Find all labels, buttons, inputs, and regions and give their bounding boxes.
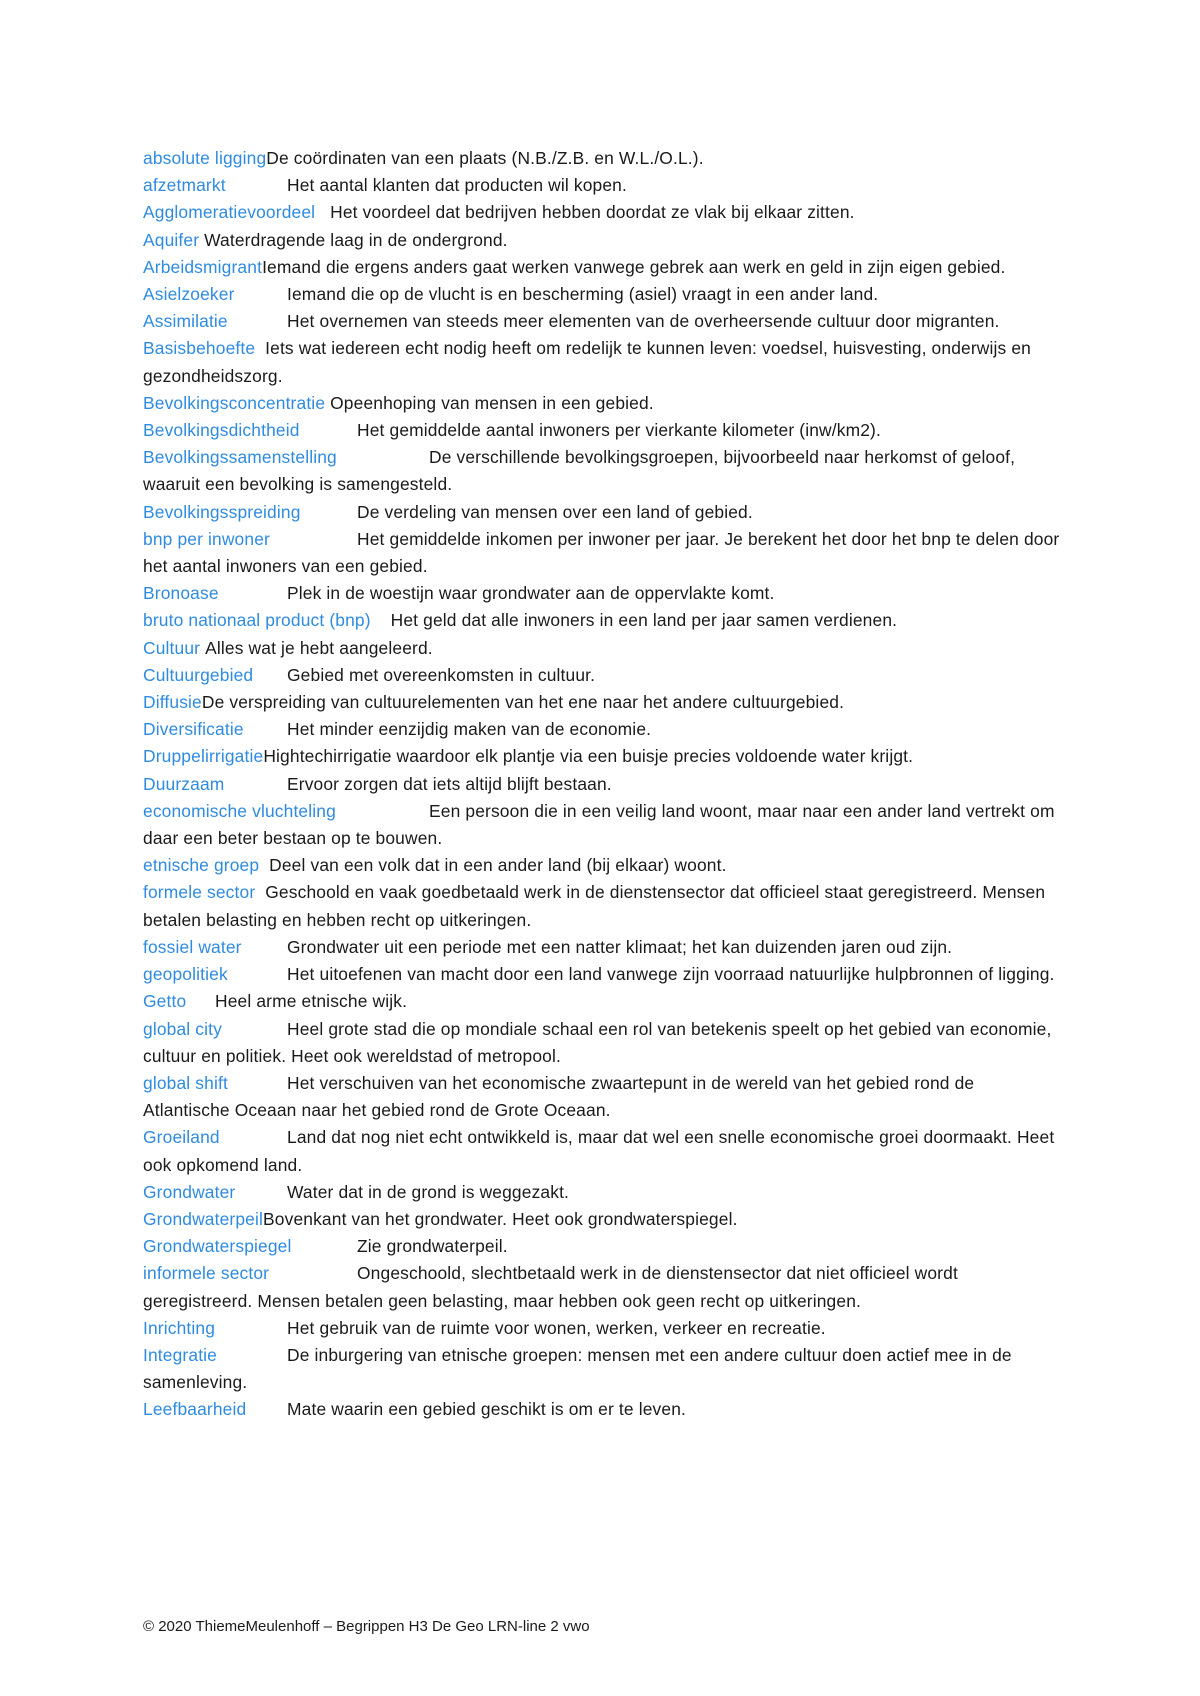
glossary-term: Integratie	[143, 1344, 218, 1365]
glossary-entry	[143, 689, 1063, 716]
glossary-definition: Het uitoefenen van macht door een land vanwege zijn voorraad natuurlijke hulpbronnen of ligging.	[287, 964, 1055, 985]
glossary-definition: Alles wat je hebt aangeleerd.	[205, 637, 433, 658]
glossary-definition: De inburgering van etnische groepen: mensen met een andere cultuur doen actief mee in de samenleving.	[143, 1344, 1012, 1393]
glossary-term: Basisbehoefte	[143, 338, 256, 359]
glossary-definition: Mate waarin een gebied geschikt is om er te leven.	[287, 1399, 687, 1420]
glossary-term: Agglomeratievoordeel	[143, 202, 316, 223]
glossary-term: global shift	[143, 1072, 228, 1093]
glossary-term: Druppelirrigatie	[143, 746, 264, 767]
glossary-term: Grondwater	[143, 1181, 236, 1202]
glossary-entry	[143, 635, 1063, 662]
glossary-definition: Geschoold en vaak goedbetaald werk in de dienstensector dat officieel staat geregistreerd. Mensen betalen belasting en hebben recht op uitkeringen.	[143, 882, 1046, 930]
glossary-definition: Heel grote stad die op mondiale schaal een rol van betekenis speelt op het gebied van economie, cultuur en politiek. Heet ook wereldstad of metropool.	[143, 1018, 1052, 1066]
glossary-term: absolute ligging	[143, 148, 267, 168]
glossary-term: Cultuurgebied	[143, 664, 254, 685]
glossary-entry	[143, 417, 1063, 444]
glossary-term: global city	[143, 1018, 222, 1039]
glossary-entry	[143, 172, 1063, 199]
glossary-entry	[143, 1260, 1063, 1314]
glossary-definition: Ervoor zorgen dat iets altijd blijft bestaan.	[287, 773, 612, 794]
glossary-definition: De verschillende bevolkingsgroepen, bijvoorbeeld naar herkomst of geloof, waaruit een bevolking is samengesteld.	[143, 447, 1016, 495]
glossary-entry	[143, 1016, 1063, 1070]
glossary-entry	[143, 1179, 1063, 1206]
glossary-term: geopolitiek	[143, 964, 228, 985]
glossary-definition: Waterdragende laag in de ondergrond.	[204, 229, 508, 250]
glossary-definition: De verspreiding van cultuurelementen van het ene naar het andere cultuurgebied.	[201, 692, 845, 713]
glossary-definition: Het gebruik van de ruimte voor wonen, werken, verkeer en recreatie.	[287, 1317, 826, 1338]
glossary-definition: Het geld dat alle inwoners in een land per jaar samen verdienen.	[390, 610, 898, 631]
glossary-term: bnp per inwoner	[143, 528, 270, 549]
glossary-entry	[143, 227, 1063, 254]
glossary-entry	[143, 580, 1063, 607]
glossary-term: Asielzoeker	[143, 284, 235, 305]
glossary-term: afzetmarkt	[143, 175, 226, 196]
glossary-term: Bevolkingsconcentratie	[143, 392, 326, 413]
glossary-definition: Het verschuiven van het economische zwaartepunt in de wereld van het gebied rond de Atlantische Oceaan naar het gebied rond de Grote Oceaan.	[143, 1072, 975, 1121]
glossary-term: fossiel water	[143, 936, 242, 957]
glossary-entry	[143, 879, 1063, 933]
glossary-entry	[143, 988, 1063, 1015]
glossary-term: Aquifer	[143, 229, 200, 250]
glossary-entry	[143, 1315, 1063, 1342]
glossary-term: Bronoase	[143, 583, 219, 604]
glossary-term: Leefbaarheid	[143, 1399, 247, 1420]
glossary-entry	[143, 743, 1063, 770]
glossary-term: Getto	[143, 991, 187, 1012]
glossary-definition: Gebied met overeenkomsten in cultuur.	[287, 664, 596, 685]
glossary-definition: Het overnemen van steeds meer elementen van de overheersende cultuur door migranten.	[287, 311, 1000, 332]
glossary-entry	[143, 1233, 1063, 1260]
glossary-term: etnische groep	[143, 855, 260, 876]
glossary-entry	[143, 934, 1063, 961]
glossary-definition: Ongeschoold, slechtbetaald werk in de dienstensector dat niet officieel wordt geregistreerd. Mensen betalen geen belasting, maar hebben ook geen recht op uitkeringen.	[143, 1263, 958, 1311]
glossary-entry	[143, 716, 1063, 743]
glossary-term: Bevolkingssamenstelling	[143, 447, 337, 468]
glossary-definition: Het gemiddelde inkomen per inwoner per jaar. Je berekent het door het bnp te delen door het aantal inwoners van een gebied.	[143, 528, 1060, 577]
glossary-definition: Iemand die ergens anders gaat werken vanwege gebrek aan werk en geld in zijn eigen gebied.	[262, 256, 1006, 277]
glossary-term: Assimilatie	[143, 311, 228, 332]
glossary-entry	[143, 961, 1063, 988]
glossary-entry	[143, 390, 1063, 417]
glossary-entry	[143, 199, 1063, 226]
glossary-definition: Zie grondwaterpeil.	[357, 1236, 508, 1257]
glossary-term: Grondwaterspiegel	[143, 1236, 292, 1257]
glossary-definition: Plek in de woestijn waar grondwater aan de oppervlakte komt.	[287, 583, 775, 604]
glossary-definition: De coördinaten van een plaats (N.B./Z.B. en W.L./O.L.).	[266, 148, 704, 168]
glossary-entry	[143, 771, 1063, 798]
glossary-definition: Grondwater uit een periode met een natter klimaat; het kan duizenden jaren oud zijn.	[287, 936, 953, 957]
glossary-entry	[143, 526, 1063, 580]
glossary-term: Bevolkingsspreiding	[143, 501, 301, 522]
glossary-definition: Hightechirrigatie waardoor elk plantje via een buisje precies voldoende water krijgt.	[263, 746, 914, 767]
glossary-term: bruto nationaal product (bnp)	[143, 610, 371, 631]
glossary-entry	[143, 308, 1063, 335]
glossary-term: Grondwaterpeil	[143, 1208, 264, 1229]
glossary-definition: Iemand die op de vlucht is en bescherming (asiel) vraagt in een ander land.	[287, 284, 879, 305]
glossary-definition: Het aantal klanten dat producten wil kopen.	[287, 175, 627, 196]
glossary-entry	[143, 798, 1063, 852]
glossary-entry	[143, 1070, 1063, 1124]
glossary-term: Inrichting	[143, 1317, 216, 1338]
glossary-entry	[143, 145, 1063, 172]
glossary-definition: Het minder eenzijdig maken van de economie.	[287, 719, 652, 740]
glossary-definition: Opeenhoping van mensen in een gebied.	[330, 392, 654, 413]
glossary-term: formele sector	[143, 882, 256, 903]
glossary-entry	[143, 1342, 1063, 1396]
glossary-entry	[143, 444, 1063, 498]
glossary-definition: De verdeling van mensen over een land of gebied.	[357, 501, 753, 522]
glossary-term: Cultuur	[143, 637, 201, 658]
glossary-term: Duurzaam	[143, 773, 225, 794]
glossary-definition: Deel van een volk dat in een ander land (bij elkaar) woont.	[269, 855, 727, 876]
glossary-term: Bevolkingsdichtheid	[143, 420, 300, 441]
glossary-entry	[143, 1396, 1063, 1423]
glossary-definition: Een persoon die in een veilig land woont, maar naar een ander land vertrekt om daar een beter bestaan op te bouwen.	[143, 800, 1055, 849]
glossary-term: economische vluchteling	[143, 800, 336, 821]
glossary-entry	[143, 607, 1063, 634]
glossary-entry	[143, 335, 1063, 389]
glossary-term: Diffusie	[143, 692, 202, 713]
glossary-entry	[143, 281, 1063, 308]
glossary-entry	[143, 852, 1063, 879]
glossary-entry	[143, 254, 1063, 281]
glossary-definition: Heel arme etnische wijk.	[215, 991, 408, 1012]
glossary-entry	[143, 1206, 1063, 1233]
glossary-entry	[143, 499, 1063, 526]
glossary-term: Arbeidsmigrant	[143, 256, 263, 277]
glossary-definition: Het voordeel dat bedrijven hebben doordat ze vlak bij elkaar zitten.	[330, 202, 855, 223]
page-footer: © 2020 ThiemeMeulenhoff – Begrippen H3 De Geo LRN-line 2 vwo	[143, 1618, 590, 1635]
glossary-definition: Het gemiddelde aantal inwoners per vierkante kilometer (inw/km2).	[357, 420, 881, 441]
glossary-term: Diversificatie	[143, 719, 244, 740]
glossary-entry	[143, 662, 1063, 689]
glossary-definition: Land dat nog niet echt ontwikkeld is, maar dat wel een snelle economische groei doormaakt. Heet ook opkomend land.	[143, 1127, 1055, 1175]
glossary-definition: Iets wat iedereen echt nodig heeft om redelijk te kunnen leven: voedsel, huisvesting, onderwijs en gezondheidszorg.	[143, 338, 1031, 386]
glossary-term: informele sector	[143, 1263, 270, 1284]
glossary-term: Groeiland	[143, 1127, 220, 1148]
glossary-definition: Bovenkant van het grondwater. Heet ook grondwaterspiegel.	[263, 1208, 738, 1229]
glossary-definition: Water dat in de grond is weggezakt.	[287, 1181, 570, 1202]
glossary-list	[143, 145, 1063, 1424]
glossary-entry	[143, 1124, 1063, 1178]
